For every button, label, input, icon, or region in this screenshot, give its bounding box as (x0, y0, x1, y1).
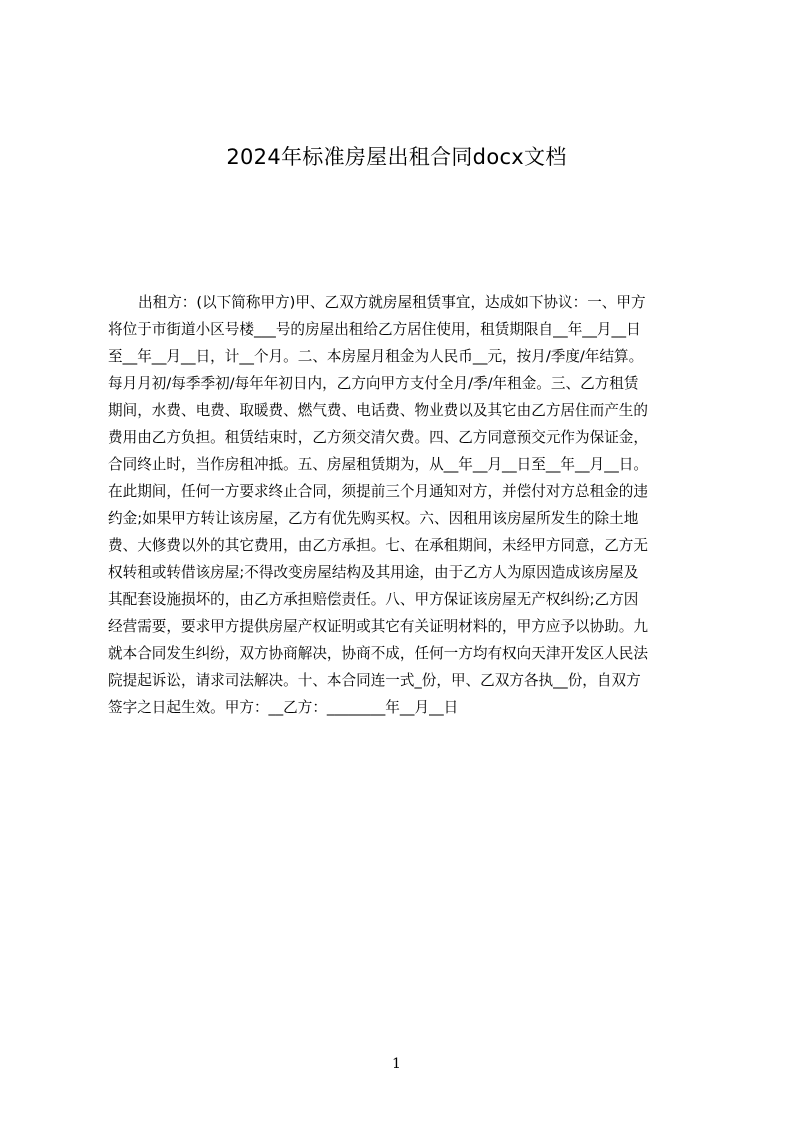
body-line: 将位于市街道小区号楼___号的房屋出租给乙方居住使用，租赁期限自__年__月__日 (108, 321, 641, 338)
page-number: 1 (392, 1056, 401, 1072)
body-line: 出租方：(以下简称甲方)甲、乙双方就房屋租赁事宜，达成如下协议：一、甲方 (138, 294, 646, 311)
body-line: 院提起诉讼，请求司法解决。十、本合同连一式_份，甲、乙双方各执__份，自双方 (108, 672, 641, 689)
body-line: 其配套设施损坏的，由乙方承担赔偿责任。八、甲方保证该房屋无产权纠纷;乙方因 (108, 591, 639, 608)
document-title: 2024年标准房屋出租合同docx文档 (226, 145, 567, 169)
body-line: 每月月初/每季季初/每年年初日内，乙方向甲方支付全月/季/年租金。三、乙方租赁 (108, 375, 639, 392)
body-line: 费用由乙方负担。租赁结束时，乙方须交清欠费。四、乙方同意预交元作为保证金， (108, 429, 648, 446)
body-line: 约金;如果甲方转让该房屋，乙方有优先购买权。六、因租用该房屋所发生的除土地 (108, 510, 639, 527)
body-line: 经营需要，要求甲方提供房屋产权证明或其它有关证明材料的，甲方应予以协助。九 (108, 618, 648, 635)
body-line: 费、大修费以外的其它费用，由乙方承担。七、在承租期间，未经甲方同意，乙方无 (108, 537, 648, 554)
body-line: 权转租或转借该房屋;不得改变房屋结构及其用途，由于乙方人为原因造成该房屋及 (108, 564, 639, 581)
contract-body (108, 289, 708, 721)
body-line: 签字之日起生效。甲方：__乙方：________年__月__日 (108, 699, 459, 716)
body-line: 期间，水费、电费、取暖费、燃气费、电话费、物业费以及其它由乙方居住而产生的 (108, 402, 648, 419)
body-line: 在此期间，任何一方要求终止合同，须提前三个月通知对方，并偿付对方总租金的违 (108, 483, 648, 500)
body-line: 合同终止时，当作房租冲抵。五、房屋租赁期为，从__年__月__日至__年__月__日。 (108, 456, 648, 473)
body-line: 就本合同发生纠纷，双方协商解决，协商不成，任何一方均有权向天津开发区人民法 (108, 645, 648, 662)
body-line: 至__年__月__日，计__个月。二、本房屋月租金为人民币__元，按月/季度/年结算。 (108, 348, 644, 365)
